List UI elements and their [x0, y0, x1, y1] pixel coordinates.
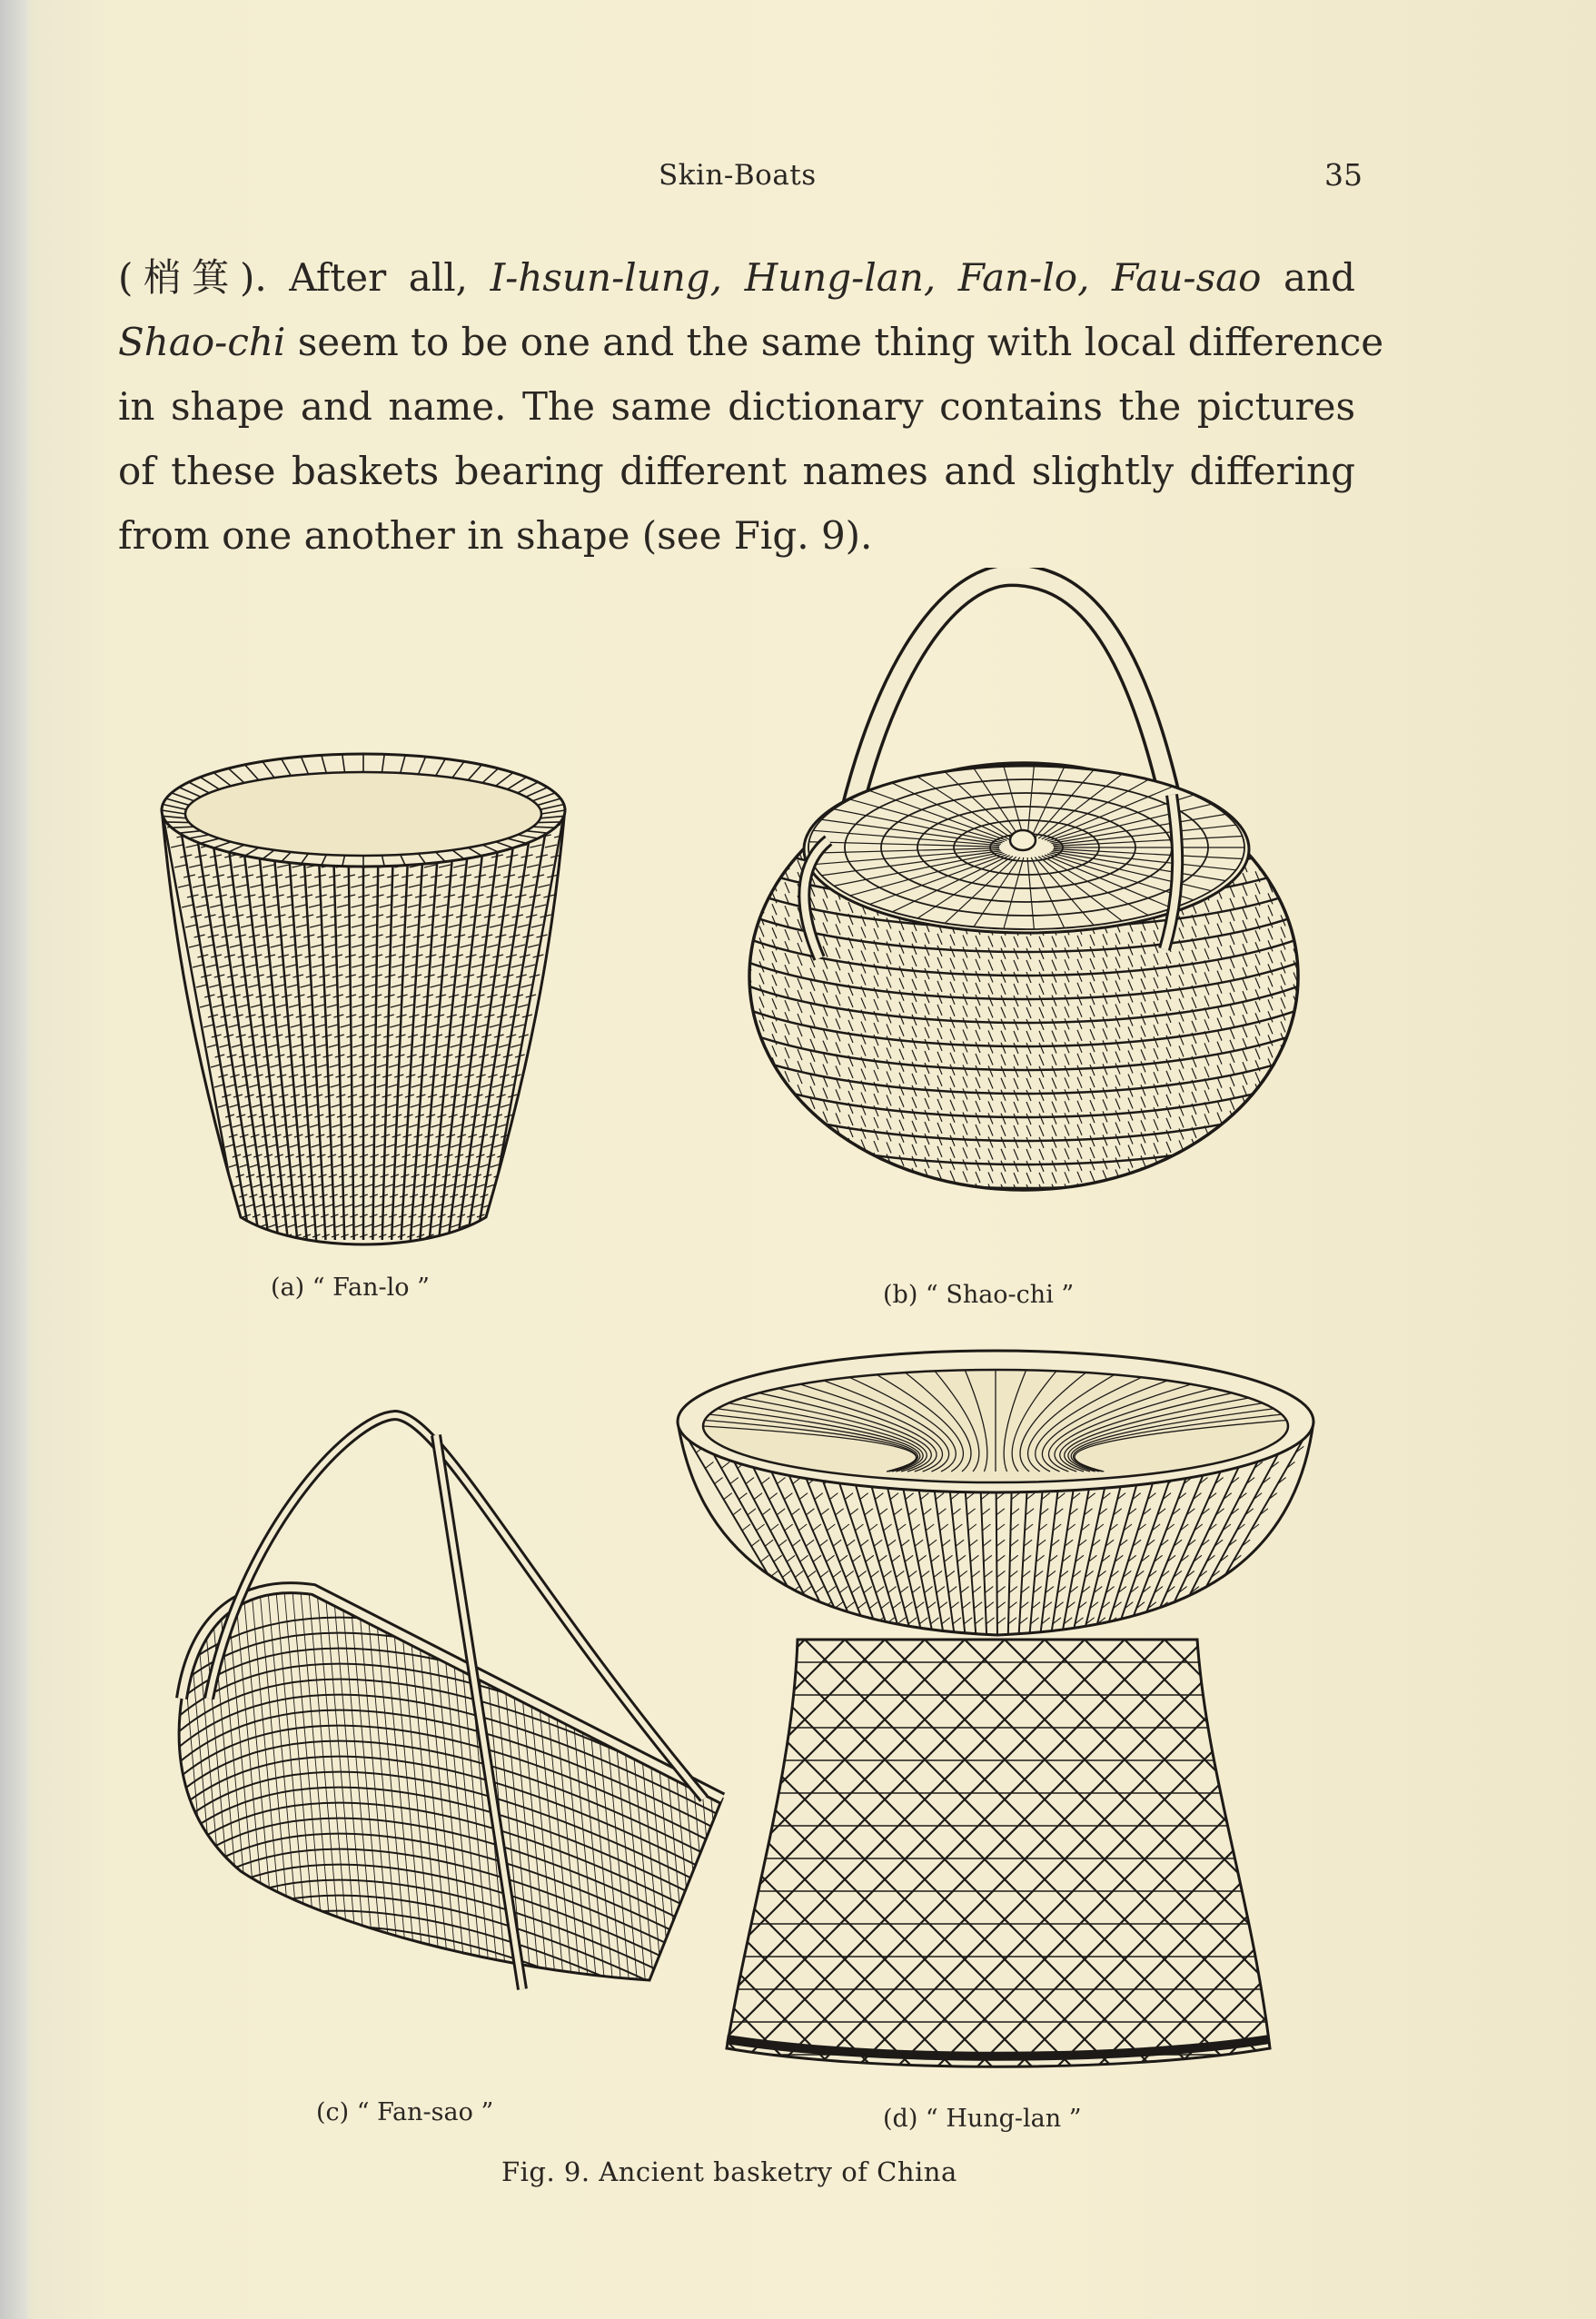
text-line: from one another in shape (see Fig. 9).	[118, 513, 873, 558]
panel-caption-a: (a) “ Fan-lo ”	[271, 1273, 430, 1302]
body-paragraph	[118, 245, 1384, 568]
text-line: (梢箕). After all, I-hsun-lung, Hung-lan, Fan-lo, Fau-sao and	[118, 255, 1355, 300]
text-line: in shape and name. The same dictionary contains the pictures	[118, 384, 1355, 429]
panel-caption-c: (c) “ Fan-sao ”	[316, 2098, 494, 2126]
running-head	[0, 159, 1596, 204]
basket-hung-lan-illustration	[670, 1335, 1321, 2080]
basket-shao-chi-illustration	[738, 568, 1310, 1222]
panel-caption-b: (b) “ Shao-chi ”	[883, 1281, 1075, 1309]
figure-caption: Fig. 9. Ancient basketry of China	[501, 2156, 957, 2187]
text-line: of these baskets bearing different names and slightly differing	[118, 449, 1355, 493]
page-edge	[0, 0, 27, 2319]
panel-caption-d: (d) “ Hung-lan ”	[883, 2105, 1082, 2133]
running-title: Skin-Boats	[659, 159, 817, 192]
page-number: 35	[1324, 157, 1363, 193]
basket-fan-lo-illustration	[154, 745, 572, 1263]
text-line: Shao-chi seem to be one and the same thing with local difference	[118, 320, 1384, 364]
basket-fan-sao-illustration	[141, 1399, 740, 1998]
